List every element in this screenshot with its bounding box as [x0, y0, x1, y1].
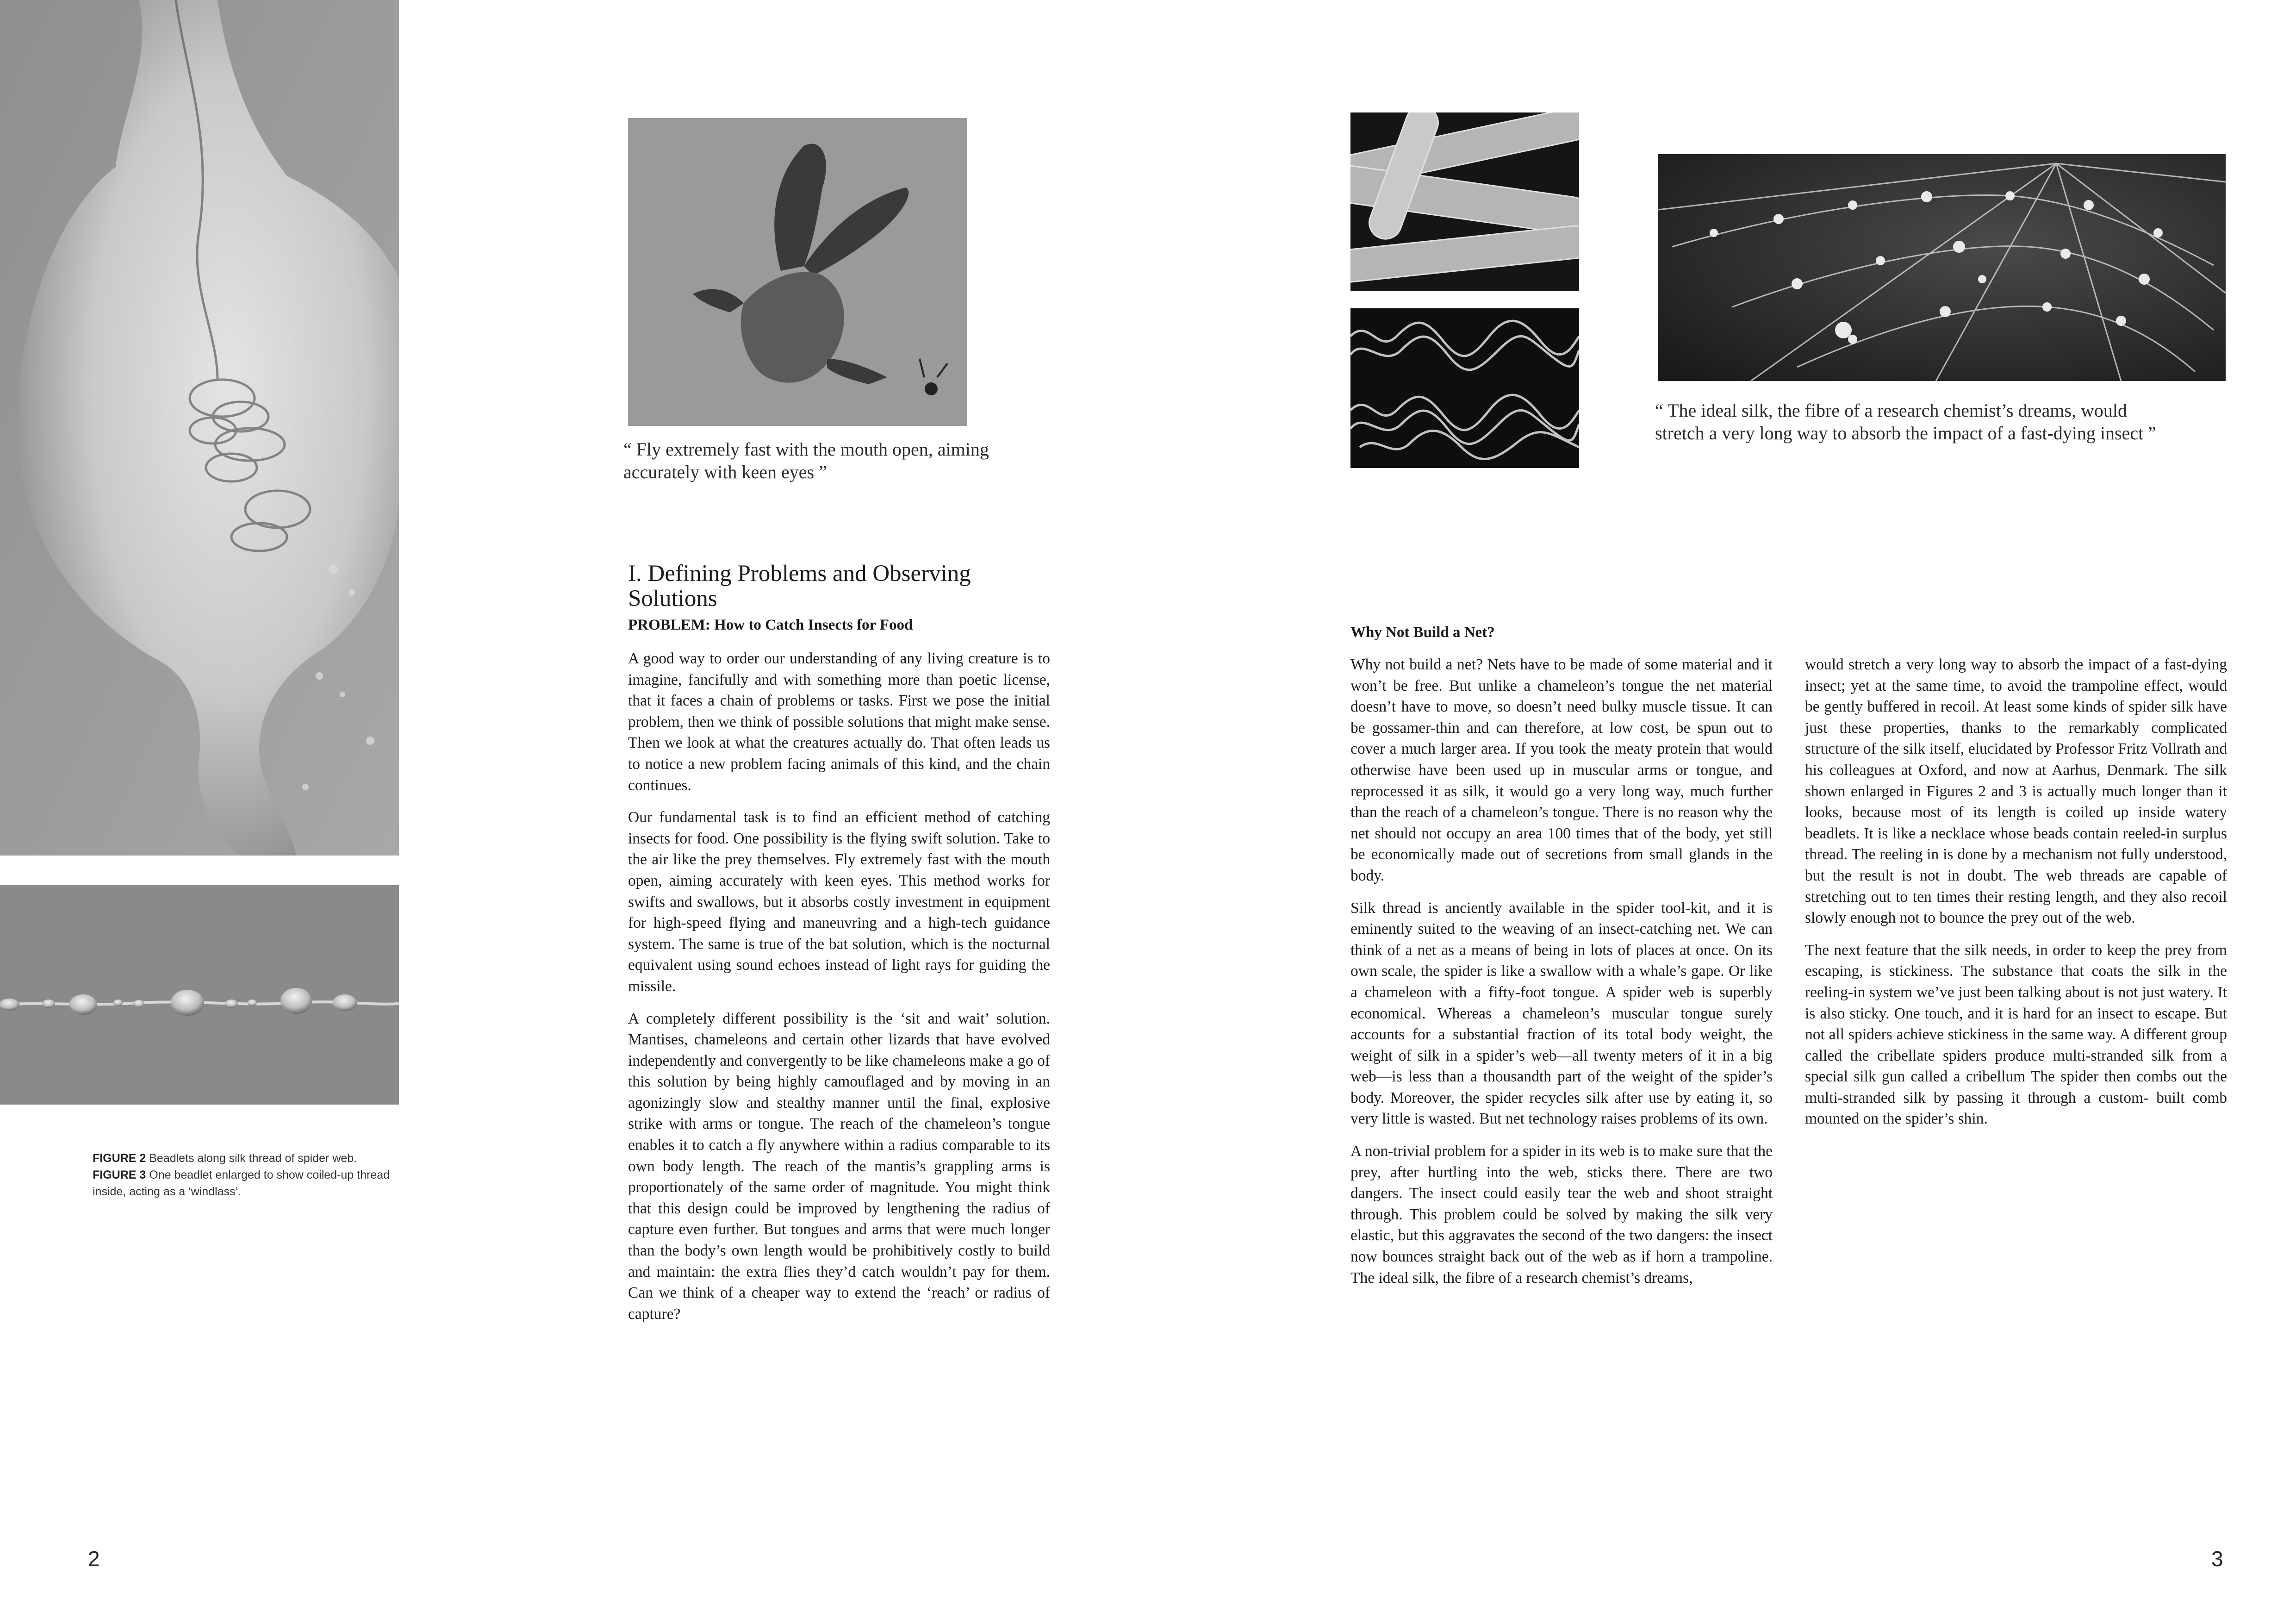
page-number-left: 2 [88, 1547, 100, 1571]
paragraph: A non-trivial problem for a spider in its web is to make sure that the prey, after hurtling into the web, sticks there. There are two dangers. The insect could easily tear the web and shoot straight through. This problem could be solved by making the silk very elastic, but this aggravates the second of the two dangers: the insect now bounces straight back out of the web as if horn a trampoline. The ideal silk, the fibre of a research chemist’s dreams, [1350, 1143, 1773, 1287]
paragraph: Silk thread is anciently available in the spider tool-kit, and it is eminently suited to the weaving of an insect-catching net. We can think of a net as a means of being in lots of places at once. On its own scale, the spider is like a swallow with a whale’s gape. Or like a chameleon with a fifty-foot tongue. A spider web is superbly economical. Whereas a chameleon’s muscular tongue surely accounts for a substantial fraction of its total body weight, the weight of silk in a spider’s web—all twenty meters of it in a big web—is less than a thousandth part of the weight of the spider’s body. Moreover, the spider recycles silk after use by eating it, so very little is wasted. But net technology raises problems of its own. [1350, 899, 1773, 1128]
paragraph: Our fundamental task is to find an efficient method of catching insects for food. One possibility is the flying swift solution. Take to the air like the prey themselves. Fly extremely fast with the mouth open, aiming accurately with keen eyes. This method works for swifts and swallows, but it absorbs costly investment in equipment for high-speed flying and maneuvring and a high-tech guidance system. The same is true of the bat solution, which is the nocturnal equivalent using sound echoes instead of light rays for guiding the missile. [628, 809, 1050, 995]
figure-2-caption: FIGURE 2 Beadlets along silk thread of spider web. [93, 1152, 357, 1165]
paragraph: Why not build a net? Nets have to be made of some material and it won’t be free. But unlike a chameleon’s tongue the net material doesn’t have to move, so doesn’t need bulky muscle tissue. It can be gossamer-thin and can therefore, at low cost, be spun out to cover a much larger area. If you took the meaty protein that would otherwise have been used up in muscular arms or tongue, and reprocessed it as silk, it would go a very long way, much further than the reach of a chameleon’s tongue. There is no reason why the net should not occupy an area 100 times that of the body, yet still be economically made out of secretions from small glands in the body. [1350, 656, 1773, 884]
figure-3-beadlet-photo [0, 0, 399, 856]
silk-fibres-photo [1350, 112, 1579, 291]
dew-spider-web-photo [1658, 154, 2226, 381]
silk-pull-quote: “ The ideal silk, the fibre of a research chemist’s dreams, would stretch a very long way to absorb the impact of a fast-dying insect ” [1655, 400, 2156, 443]
left-page-body [628, 648, 1050, 1336]
figure-2-beadlets-photo [0, 885, 399, 1105]
swift-pull-quote: “ Fly extremely fast with the mouth open, aiming accurately with keen eyes ” [623, 439, 989, 482]
figure-3-caption: FIGURE 3 One beadlet enlarged to show coiled-up thread inside, acting as a ‘windlass’. [93, 1168, 390, 1198]
problem-subheading: PROBLEM: How to Catch Insects for Food [628, 617, 913, 633]
right-page-column-2 [1805, 654, 2227, 1141]
section-heading: I. Defining Problems and Observing Solutions [628, 561, 971, 612]
paragraph: A completely different possibility is the ‘sit and wait’ solution. Mantises, chameleons and certain other lizards that have evolved independently and convergently to be like chameleons make a go of this solution by being highly camouflaged and by moving in an agonizingly slow and stealthy manner until the final, explosive strike with arms or tongue. The reach of the chameleon’s tongue enables it to catch a fly anywhere within a radius comparable to its own body length. The reach of the mantis’s grappling arms is proportionately of the same order of magnitude. You might think that this design could be improved by lengthening the radius of capture even further. But tongues and arms that were much longer than the body’s own length would be prohibitively costly to build and maintain: the extra flies they’d catch wouldn’t pay for them. Can we think of a cheaper way to extend the ‘reach’ or radius of capture? [628, 1010, 1050, 1323]
right-page-column-1 [1350, 654, 1773, 1299]
swift-catching-fly-photo [628, 118, 967, 426]
paragraph: A good way to order our understanding of any living creature is to imagine, fancifully and with something more than poetic license, that it faces a chain of problems or tasks. First we pose the initial problem, then we think of possible solutions that might make sense. Then we look at what the creatures actually do. That often leads us to notice a new problem facing animals of this kind, and the chain continues. [628, 650, 1050, 794]
net-subheading: Why Not Build a Net? [1350, 624, 1495, 641]
figure-captions [93, 1150, 407, 1200]
paragraph: The next feature that the silk needs, in order to keep the prey from escaping, is stickiness. The substance that coats the silk in the reeling-in system we’ve just been talking about is not just watery. It is also sticky. One touch, and it is hard for an insect to escape. But not all spiders achieve stickiness in the same way. A different group called the cribellate spiders produce multi-stranded silk from a special silk gun called a cribellum The spider then combs out the multi-stranded silk by passing it through a custom- built comb mounted on the spider’s shin. [1805, 941, 2227, 1128]
page-number-right: 3 [2211, 1547, 2223, 1571]
silk-threads-photo [1350, 308, 1579, 468]
paragraph: would stretch a very long way to absorb the impact of a fast-dying insect; yet at the same time, to avoid the trampoline effect, would be gently buffered in recoil. At least some kinds of spider silk have just these properties, thanks to the remarkably complicated structure of the silk itself, elucidated by Professor Fritz Vollrath and his colleagues at Oxford, and now at Aarhus, Denmark. The silk shown enlarged in Figures 2 and 3 is actually much longer than it looks, because most of its length is coiled up inside watery beadlets. It is like a necklace whose beads contain reeled-in surplus thread. The reeling in is done by a mechanism not fully understood, but the result is not in doubt. The web threads are capable of stretching out to ten times their resting length, and they also recoil slowly enough not to bounce the prey out of the web. [1805, 656, 2227, 927]
